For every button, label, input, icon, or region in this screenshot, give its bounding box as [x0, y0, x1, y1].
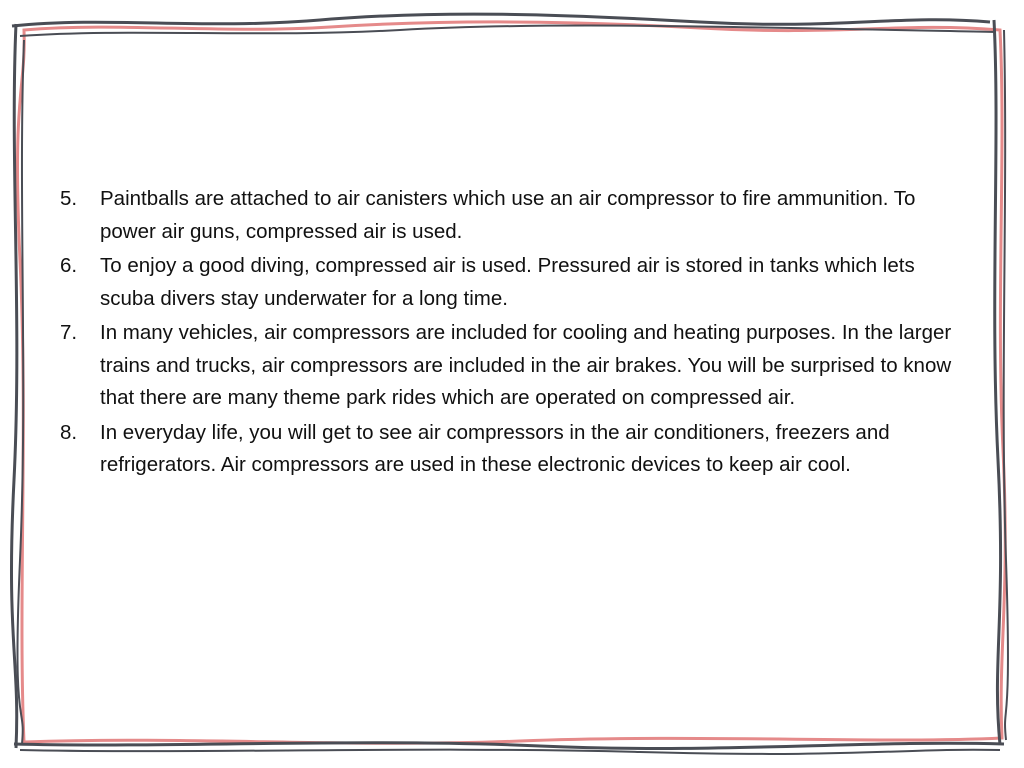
list-item-number: 6.: [60, 254, 78, 277]
list-item-text: To enjoy a good diving, compressed air is used. Pressured air is stored in tanks which lets scuba divers stay underwater for a long time.: [100, 254, 915, 310]
list-item-number: 8.: [60, 420, 78, 444]
list-item: [60, 317, 970, 415]
numbered-list: [60, 183, 970, 484]
list-item-number: 5.: [60, 187, 78, 210]
list-item: [60, 183, 970, 248]
list-item-text: In everyday life, you will get to see air compressors in the air conditioners, freezers and refrigerators. Air compressors are used in these electronic devices to keep air cool.: [100, 420, 890, 476]
list-item: [60, 250, 970, 315]
list-item: [60, 417, 970, 482]
list-item-text: Paintballs are attached to air canisters which use an air compressor to fire ammunition. To power air guns, compressed air is used.: [100, 187, 916, 243]
list-item-number: 7.: [60, 321, 78, 344]
list-item-text: In many vehicles, air compressors are included for cooling and heating purposes. In the larger trains and trucks, air compressors are included in the air brakes. You will be surprised to know that there are many theme park rides which are operated on compressed air.: [100, 321, 952, 409]
